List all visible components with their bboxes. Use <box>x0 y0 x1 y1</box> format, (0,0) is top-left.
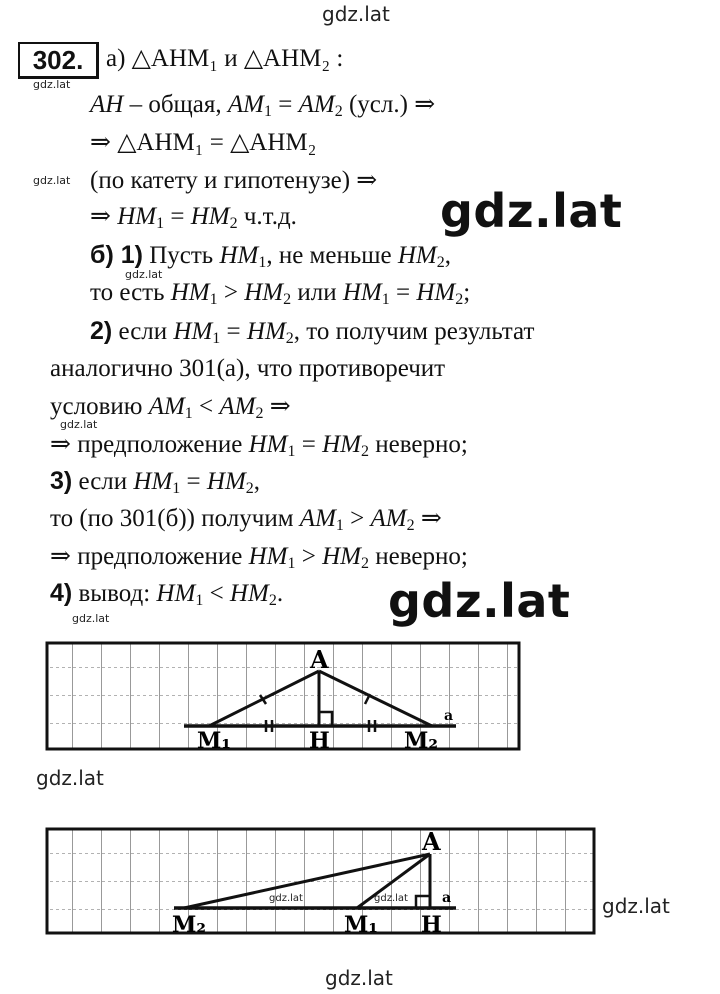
text-line: 3) если $HM_1 = HM_2$, <box>50 467 261 497</box>
text-fragment: ч.т.д. <box>237 203 297 230</box>
watermark-large: gdz.lat <box>440 184 623 238</box>
watermark-top: gdz.lat <box>322 2 390 26</box>
text-line: б) 1) Пусть $HM_1$, не меньше $HM_2$, <box>90 241 451 271</box>
text-fragment: , не меньше <box>266 242 398 269</box>
text-line: ⇒ $HM_1 = HM_2$ ч.т.д. <box>90 203 297 232</box>
text-fragment: ⇒ предположение <box>50 431 249 458</box>
text-fragment: неверно; <box>369 543 468 570</box>
figure-1 <box>44 640 524 752</box>
text-fragment: то есть <box>90 279 171 306</box>
text-fragment: если <box>112 318 174 345</box>
text-fragment: условию <box>50 393 149 420</box>
text-fragment: , то получим результат <box>293 318 535 345</box>
grid <box>47 829 594 933</box>
watermark-small: gdz.lat <box>33 78 71 91</box>
watermark-large: gdz.lat <box>388 574 571 628</box>
figure-2 <box>44 826 604 938</box>
item-label: б) 1) <box>90 241 143 269</box>
text-line: 2) если $HM_1 = HM_2$, то получим результат <box>90 317 535 347</box>
item-label: 4) <box>50 579 73 607</box>
label-h: H <box>421 912 442 938</box>
label-m2: M₂ <box>172 912 206 938</box>
text-line: ⇒ предположение $HM_1 > HM_2$ неверно; <box>50 543 468 572</box>
label-m1: M₁ <box>344 912 378 938</box>
watermark-mid: gdz.lat <box>36 766 104 790</box>
text-fragment: (усл.) ⇒ <box>342 91 436 118</box>
label-m2: M₂ <box>404 728 438 752</box>
watermark-small: gdz.lat <box>125 268 163 281</box>
text-line: условию $AM_1 < AM_2$ ⇒ <box>50 393 291 422</box>
text-fragment: Пусть <box>142 242 220 269</box>
item-label: 2) <box>90 317 113 345</box>
label-a: A <box>310 645 329 674</box>
text-fragment: ⇒ предположение <box>50 543 249 570</box>
text-line: (по катету и гипотенузе) ⇒ <box>90 167 378 194</box>
text-fragment: то (по 301(б)) получим <box>50 505 300 532</box>
label-line-a: a <box>444 708 454 724</box>
text-fragment: неверно; <box>369 431 468 458</box>
label-m1: M₁ <box>197 728 231 752</box>
problem-number: 302. <box>18 42 99 79</box>
label-h: H <box>309 728 330 752</box>
text-fragment: или <box>291 279 343 306</box>
text-line: AH – общая, $AM_1 = AM_2$ (усл.) ⇒ <box>90 91 436 120</box>
label-a: A <box>422 827 441 856</box>
text-line: аналогично 301(а), что противоречит <box>50 355 446 382</box>
watermark-bottom: gdz.lat <box>325 966 393 990</box>
text-line-a-head: а) △AHM₁ и △AHM₂ : <box>106 45 344 72</box>
text-line: то есть $HM_1 > HM_2$ или $HM_1 = HM_2$; <box>90 279 471 308</box>
text-line: 4) вывод: $HM_1 < HM_2$. <box>50 579 284 609</box>
label-line-a: a <box>442 890 452 906</box>
watermark-small: gdz.lat <box>269 893 303 904</box>
text-fragment: если <box>72 468 134 495</box>
segment-ah: AH <box>90 91 124 118</box>
text-line: ⇒ предположение $HM_1 = HM_2$ неверно; <box>50 431 468 460</box>
watermark-small: gdz.lat <box>72 612 110 625</box>
text-line: то (по 301(б)) получим $AM_1 > AM_2$ ⇒ <box>50 505 442 534</box>
watermark-mid: gdz.lat <box>602 894 670 918</box>
watermark-small: gdz.lat <box>60 418 98 431</box>
watermark-small: gdz.lat <box>374 893 408 904</box>
grid <box>47 643 519 749</box>
watermark-small: gdz.lat <box>33 174 71 187</box>
text-fragment: – общая, <box>123 91 228 118</box>
text-line: ⇒ △AHM₁ = △AHM₂ <box>90 129 317 156</box>
item-label: 3) <box>50 467 73 495</box>
text-fragment: вывод: <box>72 580 157 607</box>
